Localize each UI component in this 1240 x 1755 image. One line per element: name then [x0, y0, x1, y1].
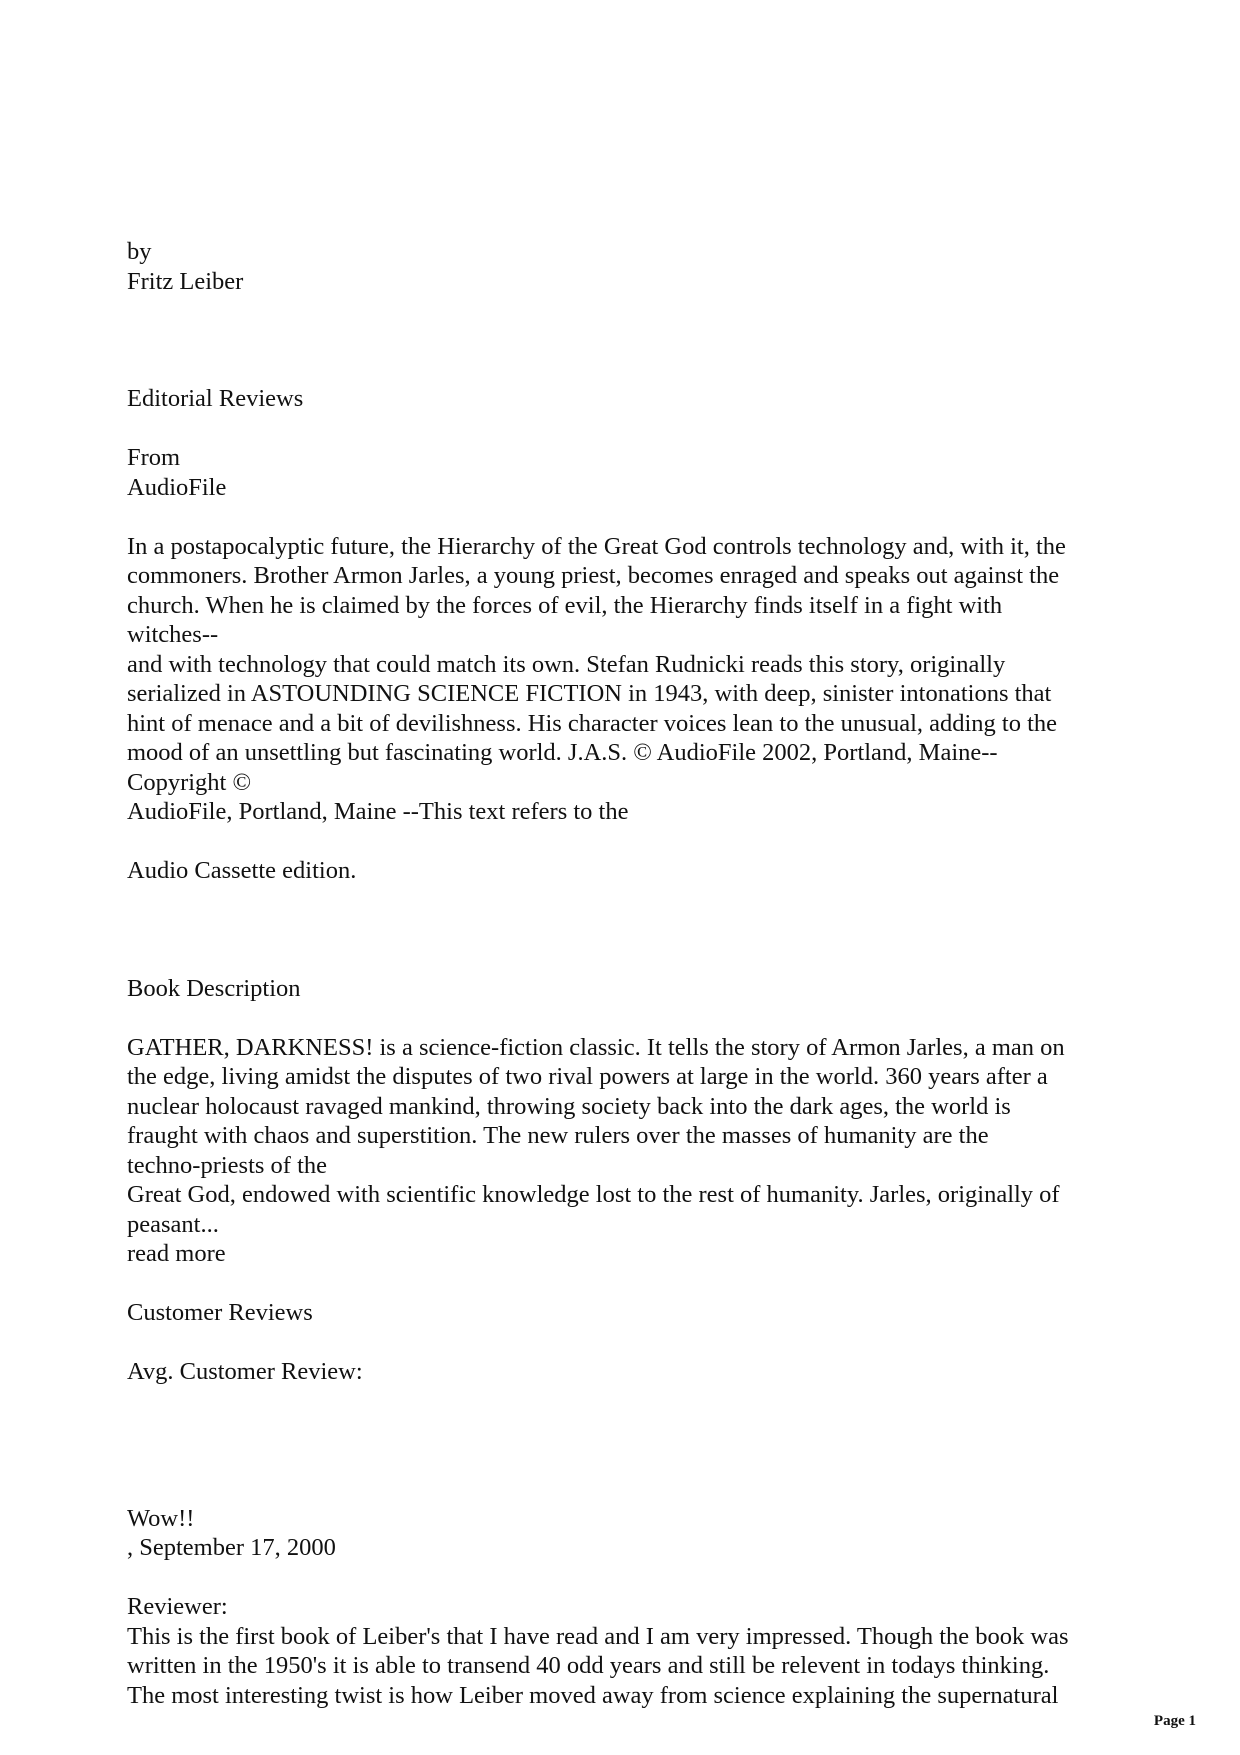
- reviewer-label: Reviewer:: [127, 1593, 228, 1620]
- edition-note: Audio Cassette edition.: [127, 857, 357, 884]
- text-line: commoners. Brother Armon Jarles, a young priest, becomes enraged and speaks out against the: [127, 562, 1060, 589]
- text-line: nuclear holocaust ravaged mankind, throwing society back into the dark ages, the world is: [127, 1092, 1011, 1120]
- text-line: witches--: [127, 621, 219, 648]
- text-line: fraught with chaos and superstition. The new rulers over the masses of humanity are the: [127, 1122, 989, 1149]
- from-label: From: [127, 444, 181, 471]
- text-line: The most interesting twist is how Leiber moved away from science explaining the supernatural: [127, 1681, 1059, 1709]
- text-line: techno-priests of the: [127, 1151, 328, 1179]
- text-line: the edge, living amidst the disputes of two rival powers at large in the world. 360 years after a: [127, 1063, 1048, 1090]
- book-description-text: [127, 1033, 1127, 1240]
- text-line: church. When he is claimed by the forces of evil, the Hierarchy finds itself in a fight with: [127, 591, 1003, 619]
- document-body: [127, 237, 1127, 1710]
- review-body: [127, 1622, 1127, 1711]
- text-line: mood of an unsettling but fascinating world. J.A.S. © AudioFile 2002, Portland, Maine--: [127, 739, 998, 766]
- avg-customer-review-label: Avg. Customer Review:: [127, 1358, 363, 1385]
- text-line: and with technology that could match its own. Stefan Rudnicki reads this story, originally: [127, 650, 1006, 678]
- text-line: Great God, endowed with scientific knowledge lost to the rest of humanity. Jarles, originally of: [127, 1181, 1060, 1208]
- review-date: , September 17, 2000: [127, 1534, 336, 1561]
- text-line: This is the first book of Leiber's that I have read and I am very impressed. Though the book was: [127, 1622, 1069, 1650]
- author-name: Fritz Leiber: [127, 267, 244, 295]
- text-line: In a postapocalyptic future, the Hierarchy of the Great God controls technology and, with it, the: [127, 532, 1066, 560]
- customer-reviews-heading: Customer Reviews: [127, 1299, 313, 1326]
- text-line: peasant...: [127, 1210, 219, 1238]
- review-title: Wow!!: [127, 1504, 195, 1532]
- text-line: hint of menace and a bit of devilishness. His character voices lean to the unusual, adding to the: [127, 709, 1058, 737]
- text-line: GATHER, DARKNESS! is a science-fiction classic. It tells the story of Armon Jarles, a man on: [127, 1033, 1065, 1061]
- text-line: AudioFile, Portland, Maine --This text refers to the: [127, 798, 629, 825]
- byline-by: by: [127, 238, 152, 265]
- text-line: written in the 1950's it is able to transend 40 odd years and still be relevent in todays thinking.: [127, 1652, 1050, 1679]
- text-line: serialized in ASTOUNDING SCIENCE FICTION in 1943, with deep, sinister intonations that: [127, 680, 1052, 707]
- editorial-review-text: [127, 532, 1127, 827]
- review-source: AudioFile: [127, 473, 227, 501]
- read-more-link[interactable]: read more: [127, 1240, 226, 1267]
- editorial-reviews-heading: Editorial Reviews: [127, 385, 304, 412]
- page-number: Page 1: [1153, 1713, 1196, 1729]
- book-description-heading: Book Description: [127, 974, 301, 1002]
- text-line: Copyright ©: [127, 768, 252, 796]
